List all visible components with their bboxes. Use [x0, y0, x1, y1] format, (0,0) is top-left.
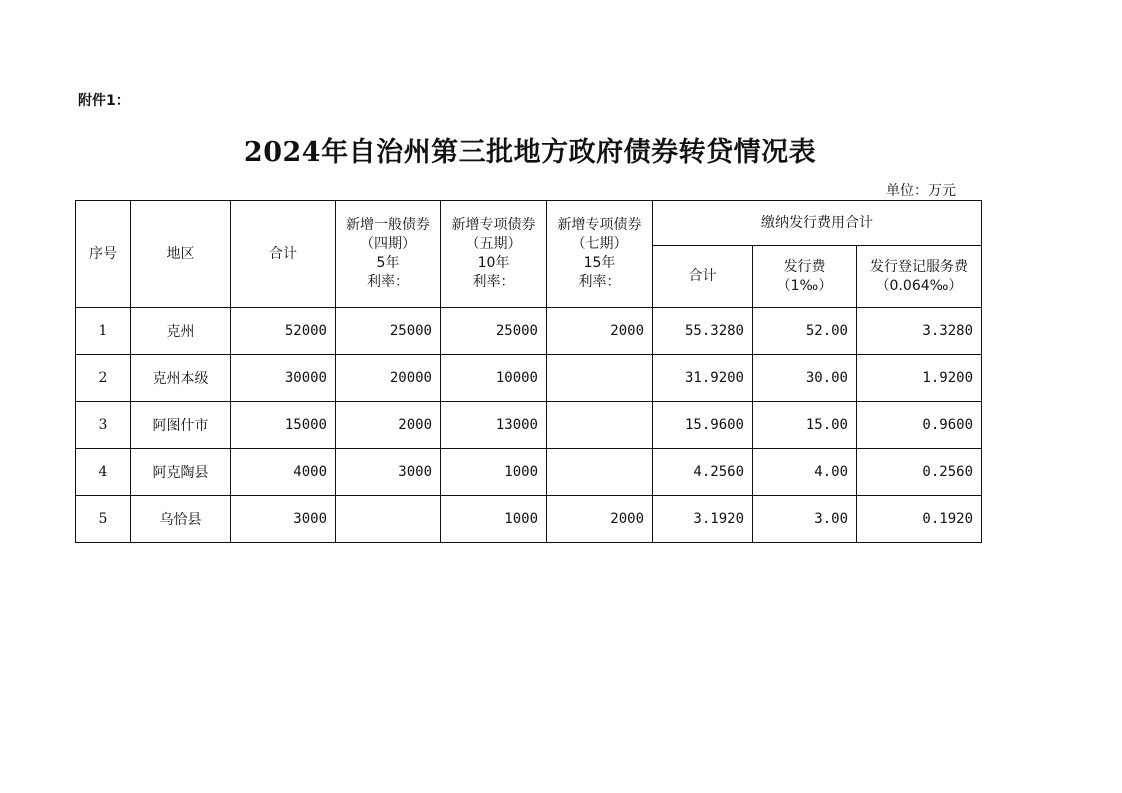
header-fees-total: 合计	[653, 246, 753, 308]
cell-fee-total: 3.1920	[653, 496, 753, 543]
cell-bond2: 1000	[441, 449, 547, 496]
header-text: 利率：	[578, 274, 621, 290]
cell-bond3	[547, 355, 653, 402]
header-text: 利率：	[367, 274, 409, 290]
cell-fee-total: 15.9600	[653, 402, 753, 449]
cell-region: 克州	[131, 308, 231, 355]
header-text: 利率：	[472, 274, 515, 290]
header-total: 合计	[231, 201, 336, 308]
attachment-label: 附件1：	[78, 93, 130, 109]
cell-issue-fee: 15.00	[753, 402, 857, 449]
cell-region: 克州本级	[131, 355, 231, 402]
cell-reg-fee: 0.1920	[857, 496, 982, 543]
cell-fee-total: 55.3280	[653, 308, 753, 355]
header-text: 新增专项债券	[451, 217, 536, 233]
header-registration-fee	[857, 246, 982, 308]
cell-bond2: 10000	[441, 355, 547, 402]
header-text: （0.064‰）	[875, 277, 963, 294]
header-text: 发行登记服务费	[870, 258, 968, 275]
header-text: 新增专项债券	[557, 217, 642, 233]
cell-fee-total: 31.9200	[653, 355, 753, 402]
header-text: 10年	[477, 255, 510, 271]
cell-seq: 5	[76, 496, 131, 543]
cell-seq: 4	[76, 449, 131, 496]
cell-seq: 2	[76, 355, 131, 402]
cell-issue-fee: 4.00	[753, 449, 857, 496]
cell-issue-fee: 3.00	[753, 496, 857, 543]
cell-bond1: 3000	[336, 449, 441, 496]
cell-bond3	[547, 449, 653, 496]
cell-issue-fee: 30.00	[753, 355, 857, 402]
header-seq: 序号	[76, 201, 131, 308]
cell-bond2: 1000	[441, 496, 547, 543]
table-row	[76, 355, 982, 402]
cell-bond3: 2000	[547, 496, 653, 543]
page-title: 2024年自治州第三批地方政府债券转贷情况表	[243, 137, 817, 168]
cell-seq: 1	[76, 308, 131, 355]
table-row	[76, 496, 982, 543]
header-text: 新增一般债券	[346, 217, 430, 233]
cell-bond1: 20000	[336, 355, 441, 402]
header-issue-fee	[753, 246, 857, 308]
table-row	[76, 308, 982, 355]
cell-bond3	[547, 402, 653, 449]
cell-reg-fee: 0.9600	[857, 402, 982, 449]
cell-bond1: 25000	[336, 308, 441, 355]
table-row	[76, 402, 982, 449]
header-text: （四期）	[360, 236, 416, 252]
cell-region: 阿图什市	[131, 402, 231, 449]
cell-region: 乌恰县	[131, 496, 231, 543]
header-fees-group: 缴纳发行费用合计	[653, 201, 982, 246]
header-region: 地区	[131, 201, 231, 308]
cell-fee-total: 4.2560	[653, 449, 753, 496]
header-text: 5年	[376, 255, 400, 271]
cell-issue-fee: 52.00	[753, 308, 857, 355]
cell-bond2: 25000	[441, 308, 547, 355]
bond-loan-table	[75, 200, 982, 543]
cell-bond2: 13000	[441, 402, 547, 449]
header-special-bond-5	[441, 201, 547, 308]
header-text: 15年	[583, 255, 616, 271]
header-text: 发行费	[783, 258, 826, 275]
cell-reg-fee: 1.9200	[857, 355, 982, 402]
header-text: （七期）	[571, 236, 628, 252]
cell-bond1	[336, 496, 441, 543]
cell-seq: 3	[76, 402, 131, 449]
header-general-bond-4	[336, 201, 441, 308]
cell-total: 3000	[231, 496, 336, 543]
cell-reg-fee: 0.2560	[857, 449, 982, 496]
header-text: （1‰）	[776, 277, 833, 294]
header-text: （五期）	[465, 236, 522, 252]
cell-region: 阿克陶县	[131, 449, 231, 496]
cell-total: 30000	[231, 355, 336, 402]
cell-total: 15000	[231, 402, 336, 449]
cell-total: 4000	[231, 449, 336, 496]
unit-label: 单位：万元	[886, 183, 956, 199]
cell-bond1: 2000	[336, 402, 441, 449]
table-row	[76, 449, 982, 496]
cell-reg-fee: 3.3280	[857, 308, 982, 355]
cell-total: 52000	[231, 308, 336, 355]
cell-bond3: 2000	[547, 308, 653, 355]
header-special-bond-7	[547, 201, 653, 308]
